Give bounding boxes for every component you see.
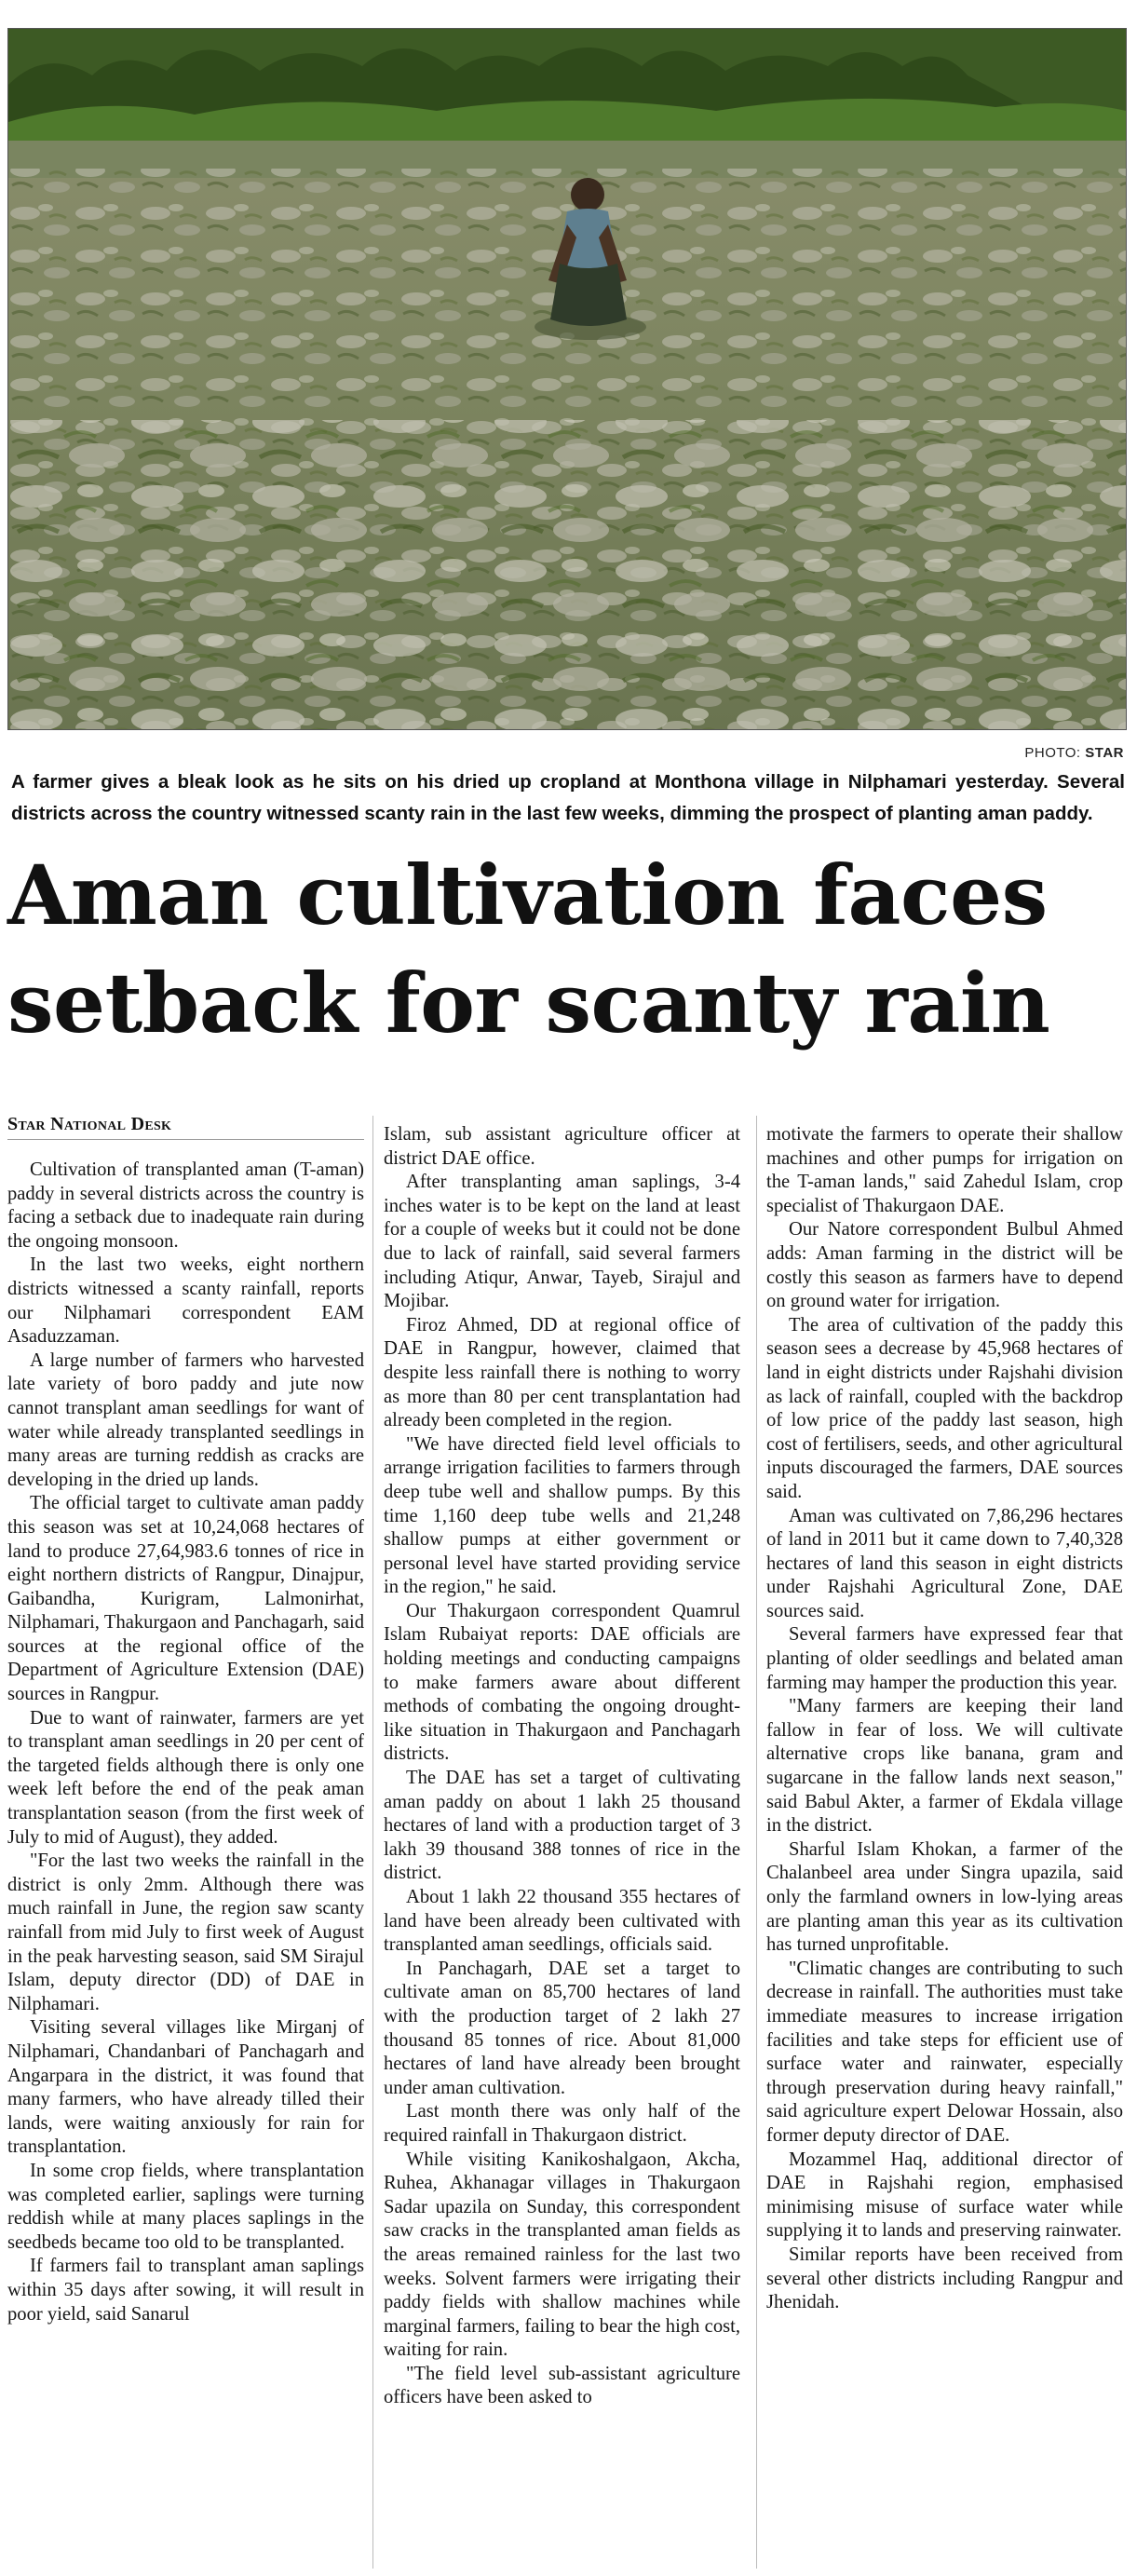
news-photo (7, 28, 1127, 730)
article-paragraph: Similar reports have been received from several other districts including Rangpur and Jhenidah. (766, 2244, 1123, 2313)
article-paragraph: Aman was cultivated on 7,86,296 hectares of land in 2011 but it came down to 7,40,328 hectares of land this season in eight districts under Rajshahi Agricultural Zone, DAE sources said. (766, 1505, 1123, 1621)
article-paragraph: Our Thakurgaon correspondent Quamrul Islam Rubaiyat reports: DAE officials are holding meetings and conducting campaigns to make farmers aware about different methods of combating the ongoing drought-like situation in Thakurgaon and Panchagarh districts. (384, 1600, 740, 1765)
article-paragraph: Last month there was only half of the required rainfall in Thakurgaon district. (384, 2101, 740, 2146)
article-paragraph: Our Natore correspondent Bulbul Ahmed adds: Aman farming in the district will be costly this season as farmers have to depend on ground water for irrigation. (766, 1219, 1123, 1312)
article-column-1 (7, 1159, 364, 2326)
headline (7, 841, 1130, 1057)
article-paragraph: The area of cultivation of the paddy this season sees a decrease by 45,968 hectares of land in eight districts under Rajshahi division as lack of rainfall, coupled with the backdrop of low price of the paddy last season, high cost of fertilisers, seeds, and other agricultural inputs discouraged the farmers, DAE sources said. (766, 1314, 1123, 1502)
article-paragraph: "We have directed field level officials to arrange irrigation facilities to farmers through deep tube well and shallow pumps. By this time 1,160 deep tube wells and 21,248 shallow pumps at either government or personal level have started providing service in the region," he said. (384, 1433, 740, 1598)
article-paragraph: After transplanting aman saplings, 3-4 inches water is to be kept on the land at least for a couple of weeks but it could not be done due to lack of rainfall, said several farmers including Atiqur, Anwar, Tayeb, Sirajul and Mojibar. (384, 1172, 740, 1312)
article-paragraph: The official target to cultivate aman paddy this season was set at 10,24,068 hectares of land to produce 27,64,983.6 tonnes of rice in eight northern districts of Rangpur, Dinajpur, Gaibandha, Kurigram, Lalmonirhat, Nilphamari, Thakurgaon and Panchagarh, said sources at the regional office of the Department of Agriculture Extension (DAE) sources in Rangpur. (7, 1493, 364, 1705)
article-paragraph: Cultivation of transplanted aman (T-aman) paddy in several districts across the country is facing a setback due to inadequate rain during the ongoing monsoon. (7, 1159, 364, 1252)
photo-credit-source: STAR (1085, 745, 1124, 761)
article-paragraph: A large number of farmers who harvested late variety of boro paddy and jute now cannot transplant aman seedlings for want of water while already transplanted seedlings in many areas are turning reddish as cracks are developing in the dried up lands. (7, 1349, 364, 1490)
article-paragraph: Visiting several villages like Mirganj of Nilphamari, Chandanbari of Panchagarh and Angarpara in the district, it was found that many farmers, who have already tilled their lands, were waiting anxiously for rain for transplantation. (7, 2017, 364, 2158)
byline: Star National Desk (7, 1114, 364, 1140)
article-paragraph: The DAE has set a target of cultivating aman paddy on about 1 lakh 25 thousand hectares of land with a production target of 3 lakh 39 thousand 388 tonnes of rice in the district. (384, 1768, 740, 1884)
headline-line-2: setback for scanty rain (7, 955, 1050, 1051)
article-column-3 (766, 1123, 1123, 2315)
article-paragraph-continued: motivate the farmers to operate their shallow machines and other pumps for irrigation on the T-aman lands," said Zahedul Islam, crop specialist of Thakurgaon DAE. (766, 1124, 1123, 1216)
photo-caption: A farmer gives a bleak look as he sits on his dried up cropland at Monthona village in Nilphamari yesterday. Several districts across the country witnessed scanty rain in the last few weeks, dimming the prospect of planting aman paddy. (11, 771, 1125, 824)
article-paragraph: "For the last two weeks the rainfall in the district is only 2mm. Although there was much rainfall in June, the region saw scanty rainfall from mid July to first week of August in the peak harvesting season, said SM Sirajul Islam, deputy director (DD) of DAE in Nilphamari. (7, 1851, 364, 2014)
article-paragraph: "Many farmers are keeping their land fallow in fear of loss. We will cultivate alternative crops like banana, gram and sugarcane in the fallow lands next season," said Babul Akter, a farmer of Ekdala village in the district. (766, 1696, 1123, 1837)
article-paragraph: About 1 lakh 22 thousand 355 hectares of land have been already been cultivated with transplanted aman seedlings, officials said. (384, 1887, 740, 1956)
article-paragraph: Mozammel Haq, additional director of DAE in Rajshahi region, emphasised minimising misuse of surface water while supplying it to lands and preserving rainwater. (766, 2149, 1123, 2242)
cropland-photo-illustration (8, 29, 1126, 729)
headline-line-1: Aman cultivation faces (7, 847, 1048, 943)
article-paragraph: Due to want of rainwater, farmers are yet to transplant aman seedlings in 20 per cent of the targeted fields although there is only one week left before the end of the peak aman transplantation season (from the first week of July to mid of August), they added. (7, 1707, 364, 1848)
article-paragraph: Firoz Ahmed, DD at regional office of DAE in Rangpur, however, claimed that despite less rainfall there is nothing to worry as more than 80 per cent transplantation had already been completed in the region. (384, 1314, 740, 1431)
column-divider (372, 1116, 373, 2569)
article-column-2 (384, 1123, 740, 2410)
photo-credit-label: PHOTO: (1024, 745, 1081, 761)
article-paragraph: Several farmers have expressed fear that planting of older seedlings and belated aman farming may hamper the production this year. (766, 1624, 1123, 1693)
article-paragraph: Sharful Islam Khokan, a farmer of the Chalanbeel area under Singra upazila, said only the farmland owners in low-lying areas are planting aman this year as its cultivation has turned unprofitable. (766, 1838, 1123, 1956)
article-paragraph: While visiting Kanikoshalgaon, Akcha, Ruhea, Akhanagar villages in Thakurgaon Sadar upazila on Sunday, this correspondent saw cracks in the transplanted aman fields as the areas remained rainless for the last two weeks. Solvent farmers were irrigating their paddy fields with shallow machines while marginal farmers, failing to bear the high cost, waiting for rain. (384, 2149, 740, 2361)
article-paragraph: If farmers fail to transplant aman saplings within 35 days after sowing, it will result in poor yield, said Sanarul (7, 2256, 364, 2325)
article-paragraph: "Climatic changes are contributing to such decrease in rainfall. The authorities must take immediate measures to increase irrigation facilities and take steps for efficient use of surface water and rainwater, especially through preservation during heavy rainfall," said agriculture expert Delowar Hossain, also former deputy director of DAE. (766, 1958, 1123, 2146)
article-paragraph: In Panchagarh, DAE set a target to cultivate aman on 85,700 hectares of land with the production target of 2 lakh 27 thousand 85 tonnes of rice. About 81,000 hectares of land have already been brought under aman cultivation. (384, 1958, 740, 2098)
article-paragraph: In some crop fields, where transplantation was completed earlier, saplings were turning reddish while at many places saplings in the seedbeds became too old to be transplanted. (7, 2160, 364, 2253)
article-paragraph: In the last two weeks, eight northern districts witnessed a scanty rainfall, reports our Nilphamari correspondent EAM Asaduzzaman. (7, 1254, 364, 1348)
column-divider (756, 1116, 757, 2569)
photo-credit (1024, 745, 1124, 761)
article-paragraph: "The field level sub-assistant agriculture officers have been asked to (384, 2363, 740, 2408)
article-paragraph-continued: Islam, sub assistant agriculture officer at district DAE office. (384, 1124, 740, 1169)
